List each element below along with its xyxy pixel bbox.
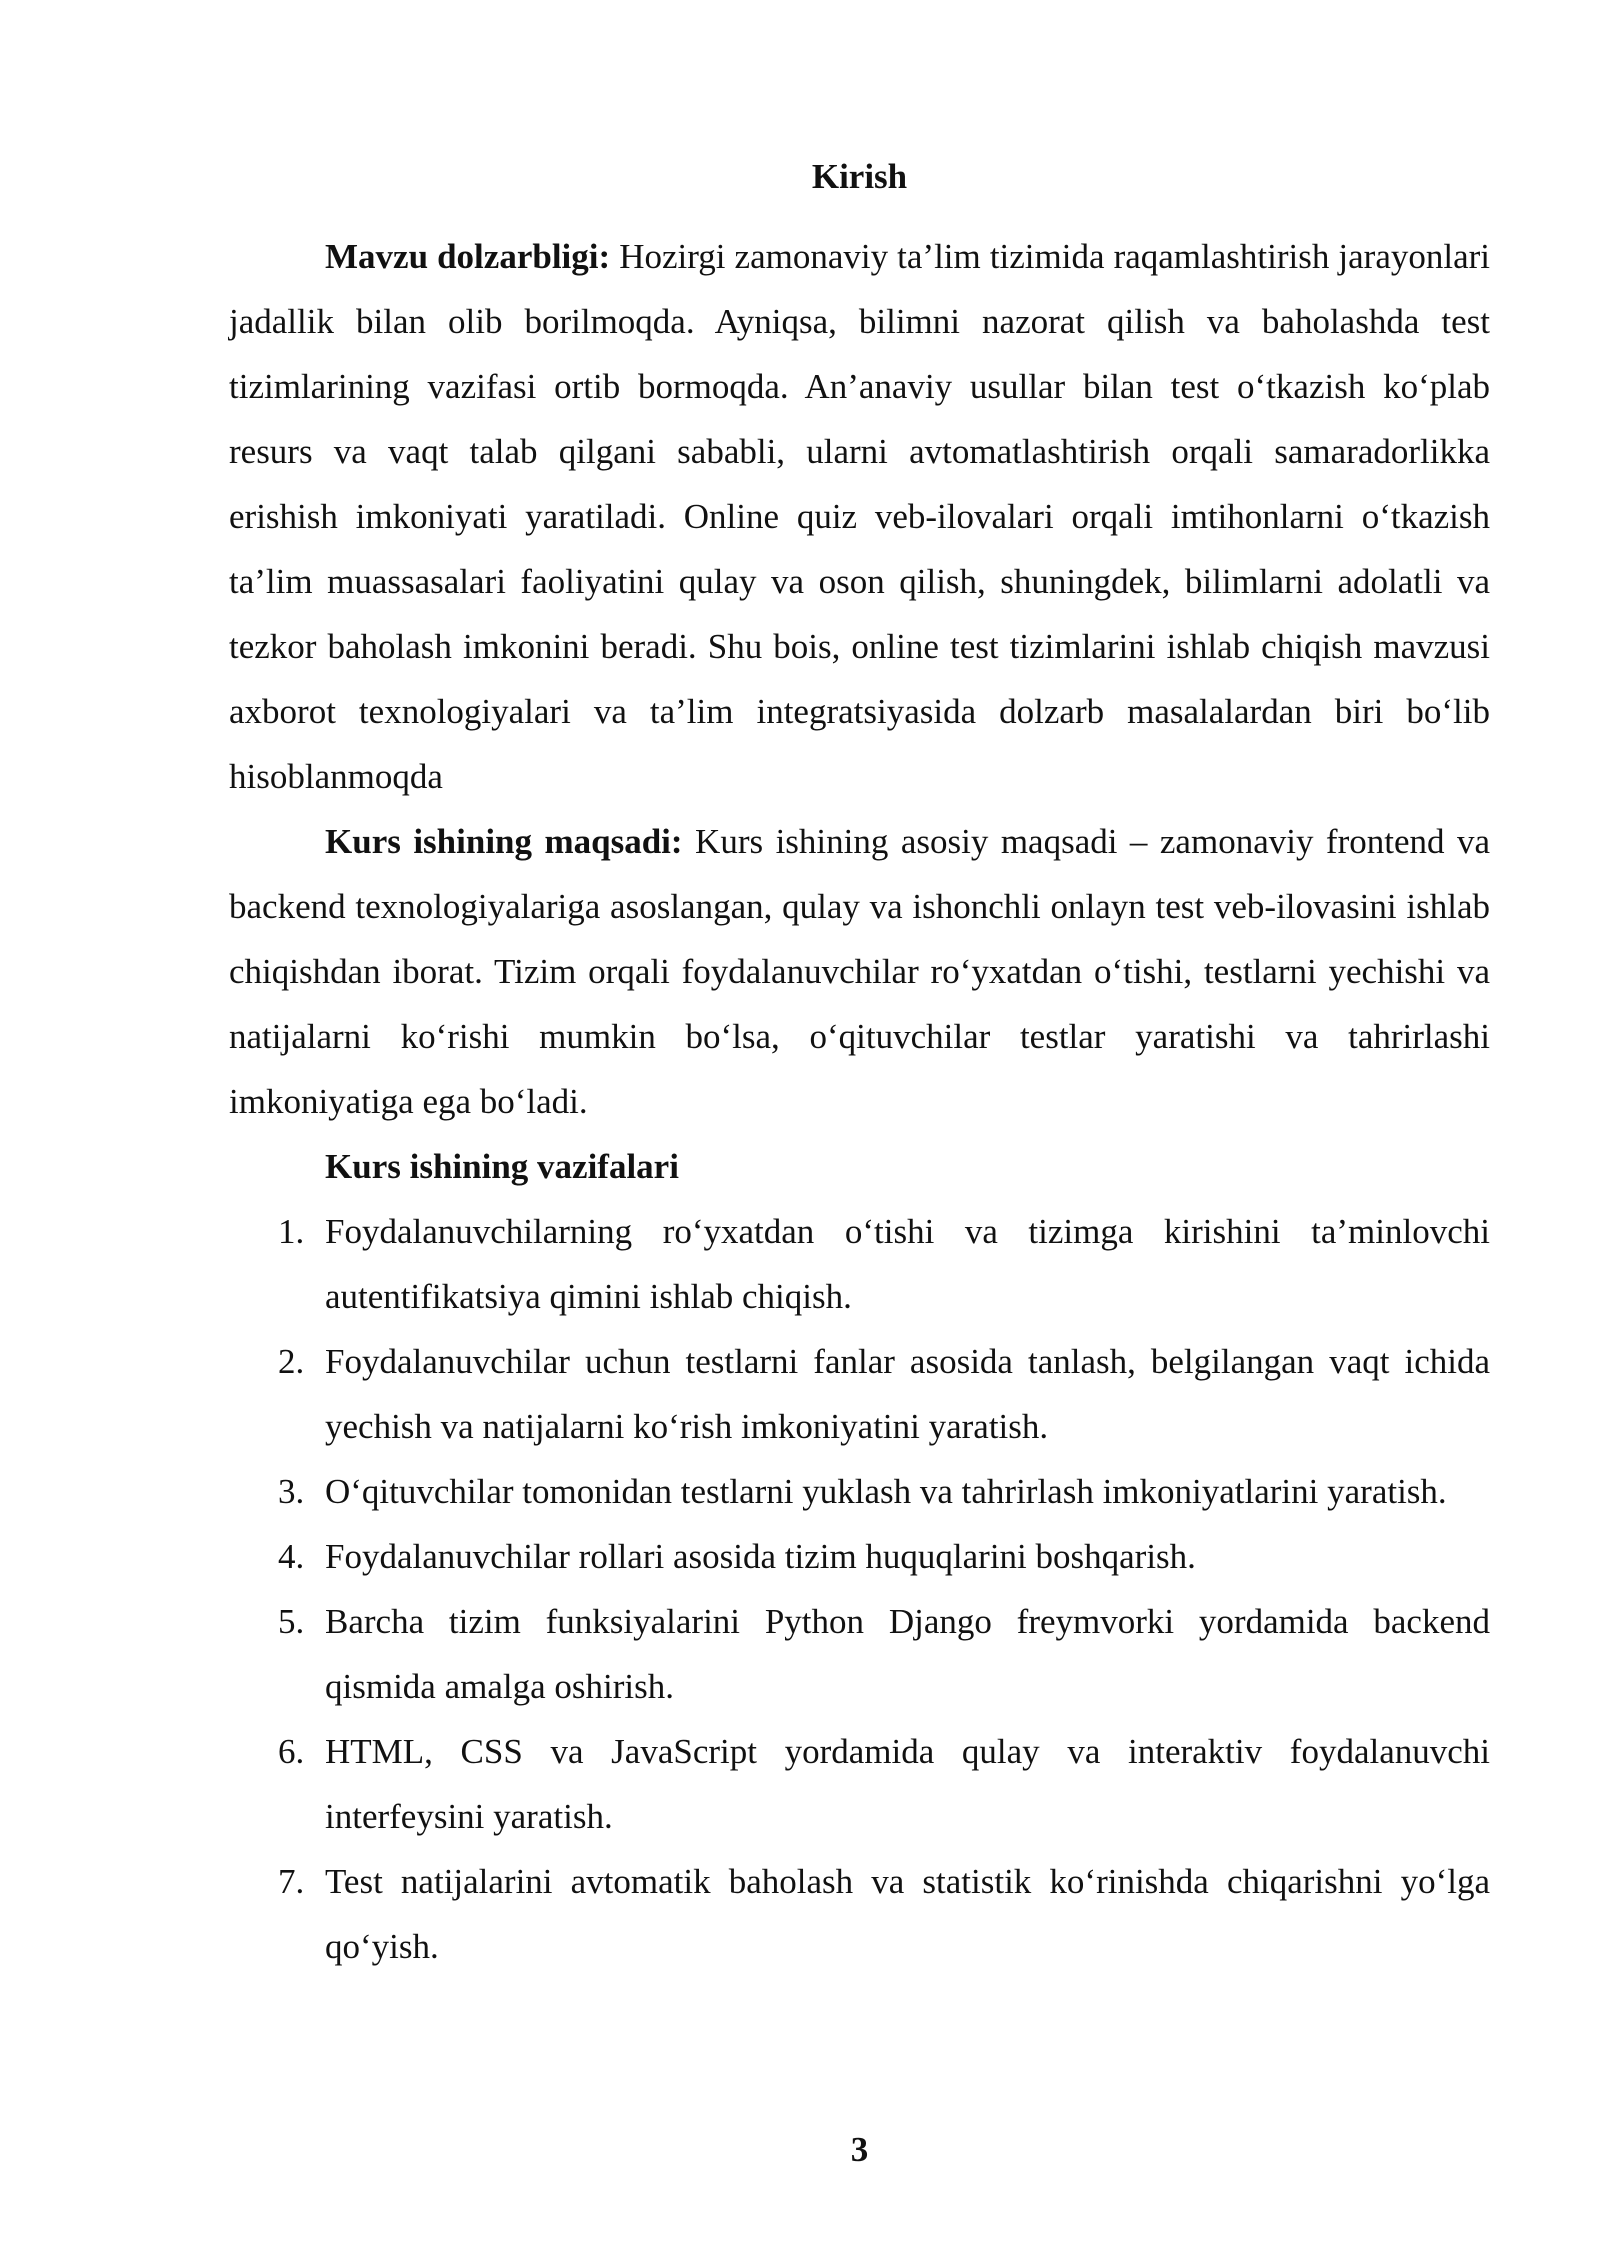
page-title: Kirish [811, 157, 908, 196]
list-item-number: 2. [278, 1342, 305, 1381]
list-item-number: 1. [278, 1212, 305, 1251]
list-item [229, 1589, 1490, 1719]
list-item [229, 1524, 1490, 1589]
list-item-text: Foydalanuvchilar rollari asosida tizim huquqlarini boshqarish. [325, 1537, 1196, 1576]
list-item [229, 1459, 1490, 1524]
list-item [229, 1719, 1490, 1849]
list-item-text: Foydalanuvchilar uchun testlarni fanlar asosida tanlash, belgilangan vaqt ichida yechish va natijalarni ko‘rish imkoniyatini yaratish. [325, 1342, 1490, 1446]
paragraph-relevance [229, 224, 1490, 809]
paragraph-text: Kurs ishining asosiy maqsadi – zamonaviy frontend va backend texnologiyalariga asoslangan, qulay va ishonchli onlayn test veb-ilovasini ishlab chiqishdan iborat. Tizim orqali foydalanuvchilar ro‘yxatdan o‘tishi, testlarni yechishi va natijalarni ko‘rishi mumkin bo‘lsa, o‘qituvchilar testlar yaratishi va tahrirlashi imkoniyatiga ega bo‘ladi. [229, 822, 1491, 1121]
list-item-number: 5. [278, 1602, 305, 1641]
tasks-list [229, 1199, 1490, 1979]
list-item [229, 1849, 1490, 1979]
document-page [229, 0, 1490, 2262]
list-item-text: Foydalanuvchilarning ro‘yxatdan o‘tishi va tizimga kirishini ta’minlovchi autentifikatsiya qimini ishlab chiqish. [325, 1212, 1490, 1316]
paragraph-text: Hozirgi zamonaviy ta’lim tizimida raqamlashtirish jarayonlari jadallik bilan olib borilmoqda. Ayniqsa, bilimni nazorat qilish va baholashda test tizimlarining vazifasi ortib bormoqda. An’anaviy usullar bilan test o‘tkazish ko‘plab resurs va vaqt talab qilgani sababli, ularni avtomatlashtirish orqali samaradorlikka erishish imkoniyati yaratiladi. Online quiz veb-ilovalari orqali imtihonlarni o‘tkazish ta’lim muassasalari faoliyatini qulay va oson qilish, shuningdek, bilimlarni adolatli va tezkor baholash imkonini beradi. Shu bois, online test tizimlarini ishlab chiqish mavzusi axborot texnologiyalari va ta’lim integratsiyasida dolzarb masalalardan biri bo‘lib hisoblanmoqda [229, 237, 1490, 796]
paragraph-label: Mavzu dolzarbligi: [325, 237, 611, 276]
tasks-heading: Kurs ishining vazifalari [325, 1147, 679, 1186]
list-item [229, 1329, 1490, 1459]
document-body [229, 224, 1490, 1979]
list-item-number: 3. [278, 1472, 305, 1511]
page-number: 3 [850, 2130, 869, 2169]
paragraph-goal [229, 809, 1490, 1134]
list-item-text: HTML, CSS va JavaScript yordamida qulay va interaktiv foydalanuvchi interfeysini yaratish. [325, 1732, 1490, 1836]
list-item-number: 6. [278, 1732, 305, 1771]
list-item [229, 1199, 1490, 1329]
list-item-text: Test natijalarini avtomatik baholash va statistik ko‘rinishda chiqarishni yo‘lga qo‘yish. [325, 1862, 1490, 1966]
list-item-text: O‘qituvchilar tomonidan testlarni yuklash va tahrirlash imkoniyatlarini yaratish. [325, 1472, 1447, 1511]
list-item-number: 7. [278, 1862, 305, 1901]
list-item-text: Barcha tizim funksiyalarini Python Django freymvorki yordamida backend qismida amalga oshirish. [325, 1602, 1490, 1706]
list-item-number: 4. [278, 1537, 305, 1576]
paragraph-label: Kurs ishining maqsadi: [325, 822, 683, 861]
